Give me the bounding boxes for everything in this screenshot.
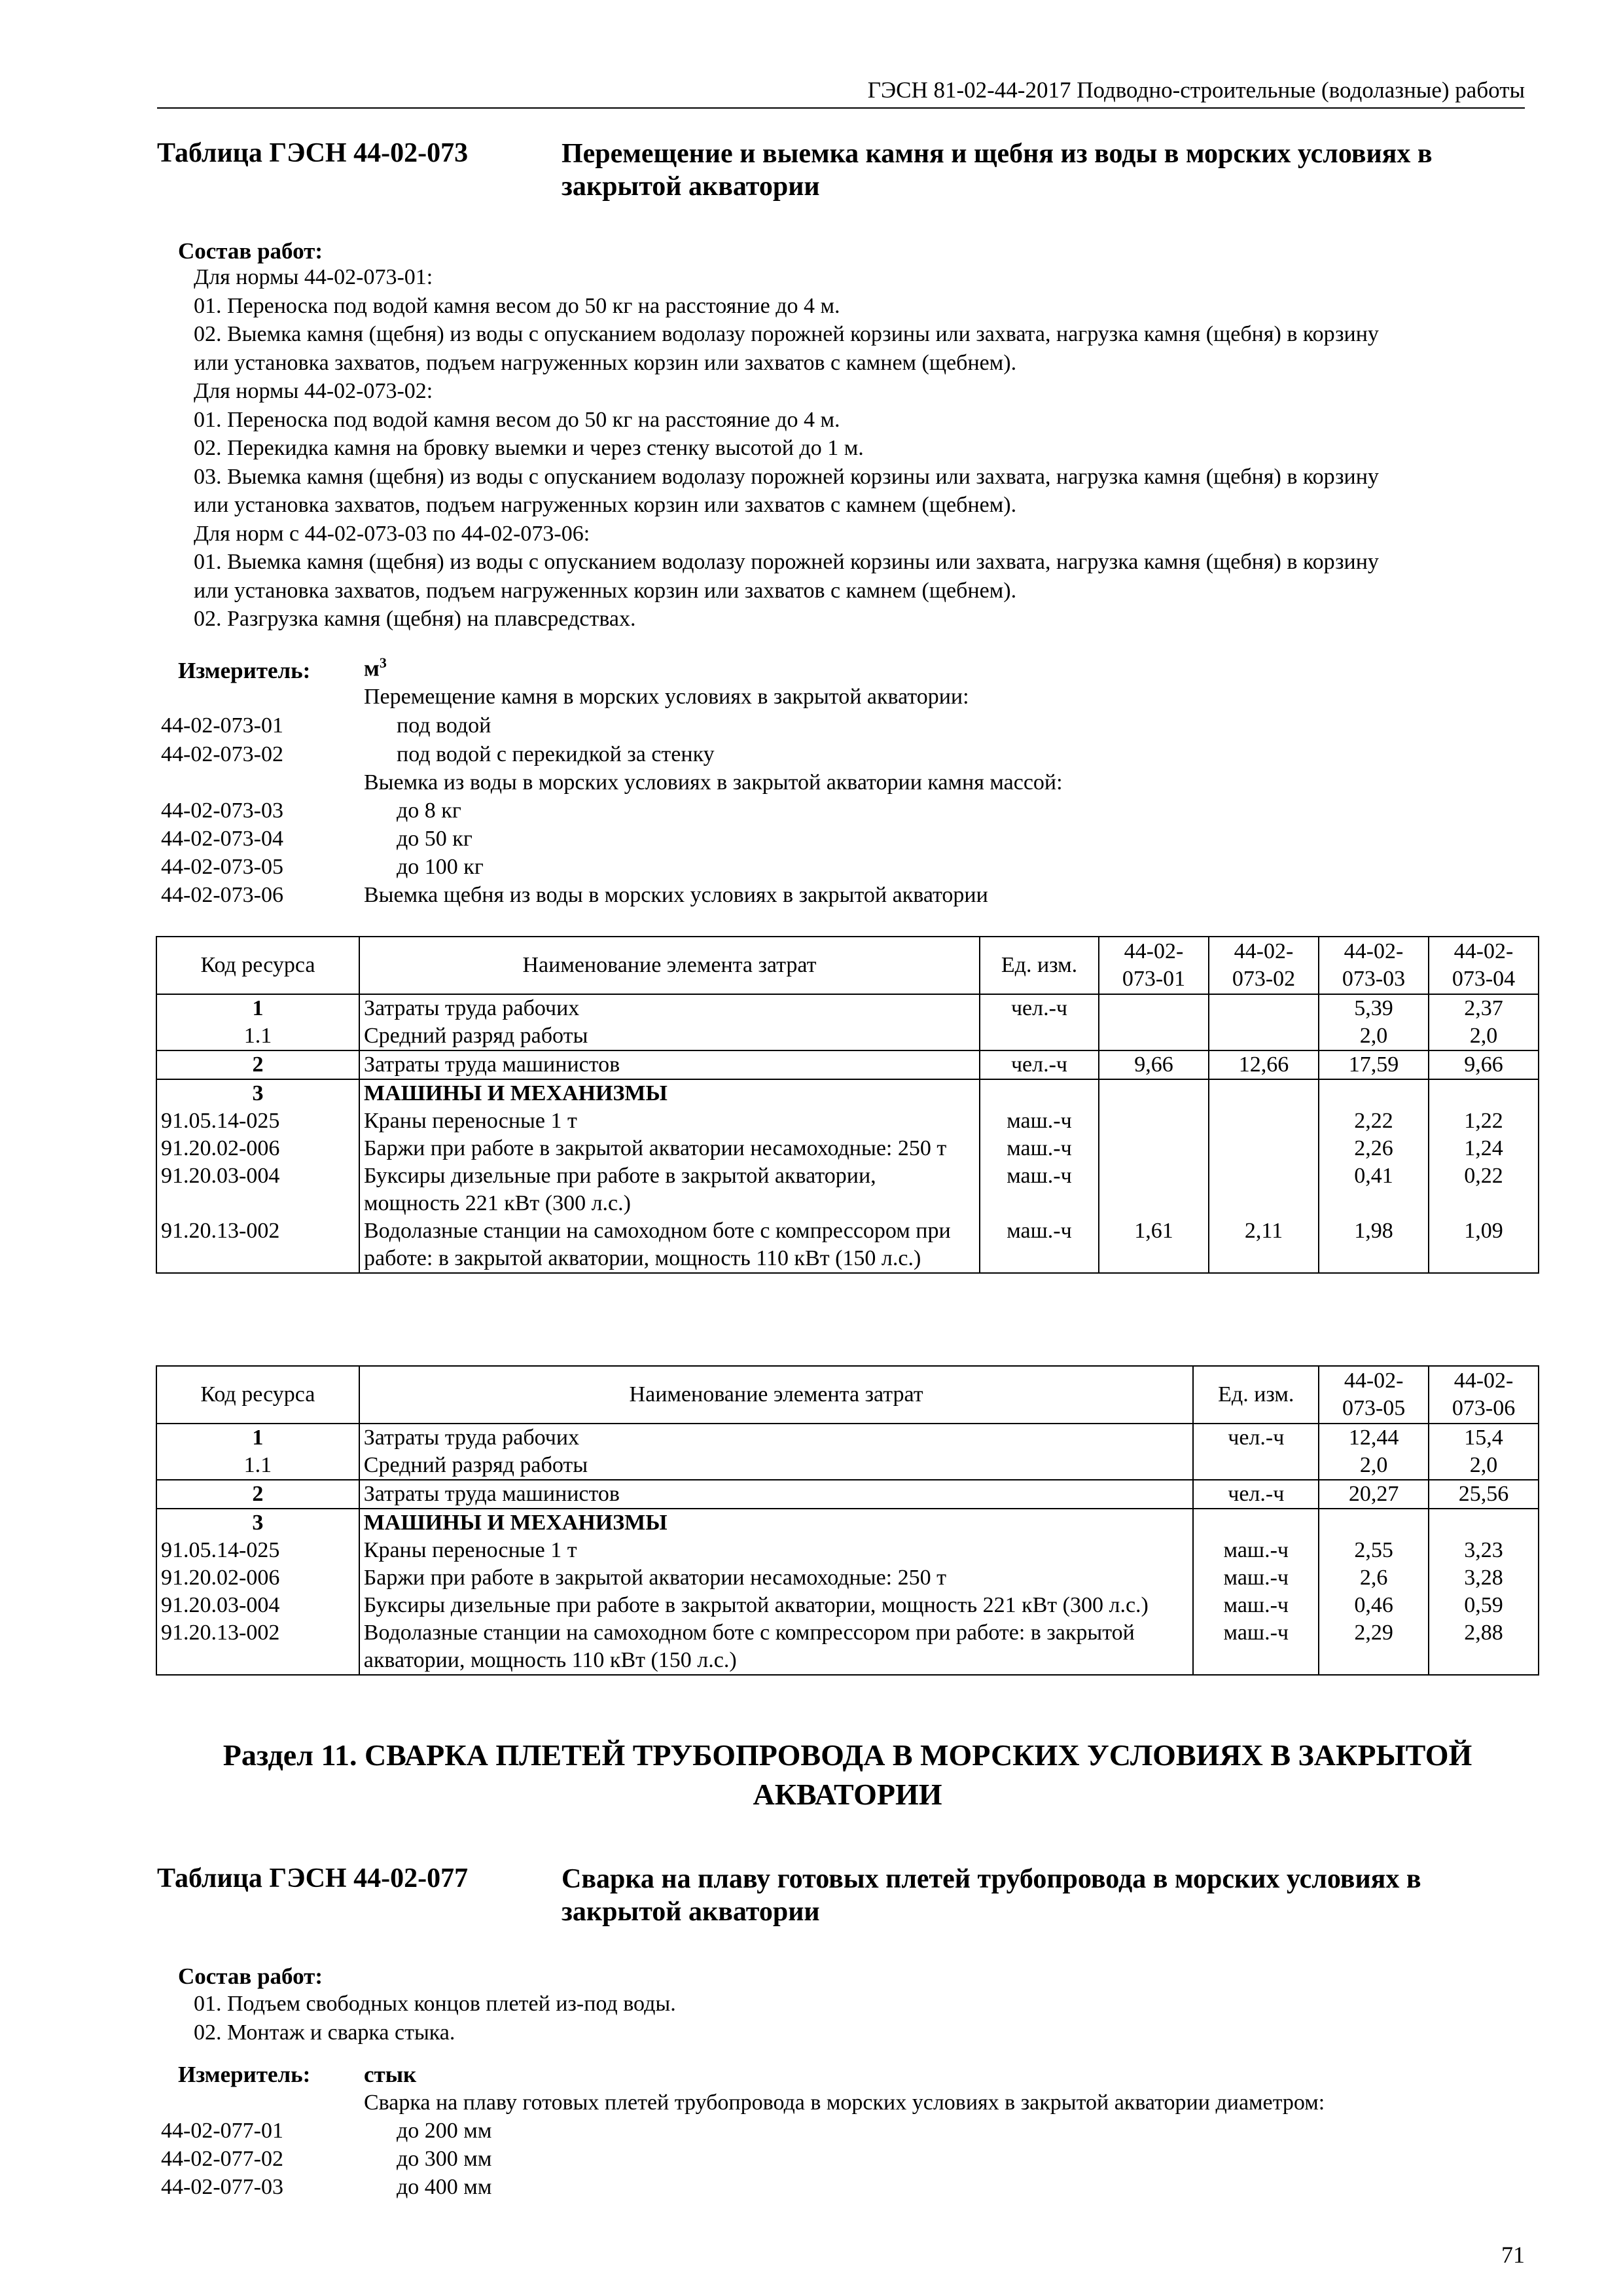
cell-unit xyxy=(1193,1452,1319,1480)
cell-code: 91.20.02-006 xyxy=(156,1564,359,1592)
table-row xyxy=(156,1509,1539,1537)
cell-value: 12,44 xyxy=(1319,1424,1429,1452)
cell-value: 17,59 xyxy=(1319,1050,1429,1079)
col-header-code: Код ресурса xyxy=(156,1366,359,1424)
col-header-norm: 44-02- 073-01 xyxy=(1099,937,1209,994)
cell-code: 3 xyxy=(156,1509,359,1537)
cell-value xyxy=(1099,994,1209,1022)
norm-desc: до 100 кг xyxy=(397,855,484,879)
cell-unit: маш.-ч xyxy=(980,1107,1099,1135)
cell-value xyxy=(1429,1509,1539,1537)
cell-name: Водолазные станции на самоходном боте с компрессором при работе: в закрытой акватории, мощность 110 кВт (150 л.с.) xyxy=(359,1217,980,1273)
composition-heading: Состав работ: xyxy=(178,238,323,264)
resource-table-1 xyxy=(156,936,1539,1274)
cell-code: 91.20.13-002 xyxy=(156,1619,359,1675)
norm-desc: под водой xyxy=(397,713,491,738)
cell-value xyxy=(1209,1079,1319,1107)
norm-code: 44-02-073-01 xyxy=(161,713,283,738)
cell-code: 91.20.03-004 xyxy=(156,1592,359,1619)
cell-unit: чел.-ч xyxy=(980,994,1099,1022)
table-row xyxy=(156,1564,1539,1592)
composition-line: 01. Переноска под водой камня весом до 50 кг на расстояние до 4 м. xyxy=(194,293,840,318)
norm-code: 44-02-077-02 xyxy=(161,2147,283,2171)
cell-value xyxy=(1209,1135,1319,1162)
col-header-norm: 44-02- 073-06 xyxy=(1429,1366,1539,1424)
cell-unit: чел.-ч xyxy=(1193,1480,1319,1509)
cell-value: 2,6 xyxy=(1319,1564,1429,1592)
cell-value: 2,88 xyxy=(1429,1619,1539,1675)
measure-label: Измеритель: xyxy=(178,658,311,683)
norm-desc: до 400 мм xyxy=(397,2175,492,2199)
composition-list xyxy=(194,263,1542,634)
composition-line: Для нормы 44-02-073-02: xyxy=(194,379,433,403)
table-row xyxy=(156,1424,1539,1452)
cell-value: 12,66 xyxy=(1209,1050,1319,1079)
norm-code: 44-02-077-01 xyxy=(161,2119,283,2143)
cell-value: 3,23 xyxy=(1429,1537,1539,1564)
measure-unit: стык xyxy=(364,2062,417,2087)
cell-value xyxy=(1429,1079,1539,1107)
cell-value: 15,4 xyxy=(1429,1424,1539,1452)
cell-value xyxy=(1209,1107,1319,1135)
cell-unit xyxy=(980,1079,1099,1107)
norm-code: 44-02-073-06 xyxy=(161,883,283,907)
cell-value: 2,0 xyxy=(1319,1022,1429,1050)
table-row xyxy=(156,1592,1539,1619)
cell-value: 2,55 xyxy=(1319,1537,1429,1564)
cell-value xyxy=(1099,1107,1209,1135)
cell-value: 2,37 xyxy=(1429,994,1539,1022)
composition-line: 01. Переноска под водой камня весом до 50 кг на расстояние до 4 м. xyxy=(194,407,840,432)
cell-name: Буксиры дизельные при работе в закрытой акватории, мощность 221 кВт (300 л.с.) xyxy=(359,1162,980,1217)
cell-value: 25,56 xyxy=(1429,1480,1539,1509)
running-header: ГЭСН 81-02-44-2017 Подводно-строительные (водолазные) работы xyxy=(867,77,1525,103)
header-rule xyxy=(157,107,1525,109)
norm-code: 44-02-077-03 xyxy=(161,2175,283,2199)
page-number: 71 xyxy=(1501,2242,1525,2268)
cell-name: Затраты труда машинистов xyxy=(359,1050,980,1079)
cell-value xyxy=(1099,1162,1209,1217)
cell-code: 91.05.14-025 xyxy=(156,1107,359,1135)
cell-name: Буксиры дизельные при работе в закрытой акватории, мощность 221 кВт (300 л.с.) xyxy=(359,1592,1194,1619)
table-title: Сварка на плаву готовых плетей трубопровода в морских условиях в закрытой акватории xyxy=(562,1864,1421,1927)
table-row xyxy=(156,1050,1539,1079)
col-header-code: Код ресурса xyxy=(156,937,359,994)
composition-line: 01. Выемка камня (щебня) из воды с опусканием водолазу порожней корзины или захвата, нагрузка камня (щебня) в корзину xyxy=(194,550,1379,574)
col-header-name: Наименование элемента затрат xyxy=(359,1366,1194,1424)
cell-unit xyxy=(1193,1509,1319,1537)
cell-value xyxy=(1209,1162,1319,1217)
cell-unit: маш.-ч xyxy=(1193,1537,1319,1564)
cell-name: Краны переносные 1 т xyxy=(359,1107,980,1135)
table-row xyxy=(156,994,1539,1022)
cell-name: Затраты труда машинистов xyxy=(359,1480,1194,1509)
table-label: Таблица ГЭСН 44-02-077 xyxy=(157,1863,469,1893)
table-row xyxy=(156,1217,1539,1273)
cell-value: 20,27 xyxy=(1319,1480,1429,1509)
norm-group-heading: Перемещение камня в морских условиях в закрытой акватории: xyxy=(364,685,969,709)
cell-value xyxy=(1319,1509,1429,1537)
cell-name: Затраты труда рабочих xyxy=(359,1424,1194,1452)
cell-unit: маш.-ч xyxy=(980,1162,1099,1217)
cell-code: 91.05.14-025 xyxy=(156,1537,359,1564)
cell-value: 2,29 xyxy=(1319,1619,1429,1675)
cell-name: Затраты труда рабочих xyxy=(359,994,980,1022)
col-header-unit: Ед. изм. xyxy=(1193,1366,1319,1424)
cell-value: 2,22 xyxy=(1319,1107,1429,1135)
cell-value: 1,22 xyxy=(1429,1107,1539,1135)
cell-value: 3,28 xyxy=(1429,1564,1539,1592)
cell-value xyxy=(1319,1079,1429,1107)
cell-unit: маш.-ч xyxy=(1193,1592,1319,1619)
cell-name: МАШИНЫ И МЕХАНИЗМЫ xyxy=(359,1079,980,1107)
cell-value: 0,59 xyxy=(1429,1592,1539,1619)
norm-desc: под водой с перекидкой за стенку xyxy=(397,742,715,766)
cell-name: Средний разряд работы xyxy=(359,1452,1194,1480)
norm-desc: до 200 мм xyxy=(397,2119,492,2143)
norm-code: 44-02-073-05 xyxy=(161,855,283,879)
cell-value: 1,09 xyxy=(1429,1217,1539,1273)
norm-code: 44-02-073-03 xyxy=(161,798,283,823)
composition-list xyxy=(194,1990,1542,2047)
cell-code: 91.20.13-002 xyxy=(156,1217,359,1273)
table-row xyxy=(156,1537,1539,1564)
cell-name: Водолазные станции на самоходном боте с компрессором при работе: в закрытой акватории, мощность 110 кВт (150 л.с.) xyxy=(359,1619,1194,1675)
composition-line: 03. Выемка камня (щебня) из воды с опусканием водолазу порожней корзины или захвата, нагрузка камня (щебня) в корзину xyxy=(194,464,1379,489)
col-header-norm: 44-02- 073-05 xyxy=(1319,1366,1429,1424)
cell-value: 1,61 xyxy=(1099,1217,1209,1273)
composition-line: 01. Подъем свободных концов плетей из-под воды. xyxy=(194,1992,676,2016)
composition-line: 02. Монтаж и сварка стыка. xyxy=(194,2020,455,2045)
table-title: Перемещение и выемка камня и щебня из воды в морских условиях в закрытой акватории xyxy=(562,139,1433,202)
norm-desc: до 8 кг xyxy=(397,798,461,823)
cell-value: 1,98 xyxy=(1319,1217,1429,1273)
norm-code: 44-02-073-04 xyxy=(161,827,283,851)
cell-unit: чел.-ч xyxy=(1193,1424,1319,1452)
measure-unit: $м^3$ xyxy=(364,655,387,681)
table-row xyxy=(156,1619,1539,1675)
cell-value: 2,0 xyxy=(1319,1452,1429,1480)
cell-code: 1 xyxy=(156,994,359,1022)
cell-value: 5,39 xyxy=(1319,994,1429,1022)
cell-value xyxy=(1209,994,1319,1022)
col-header-norm: 44-02- 073-03 xyxy=(1319,937,1429,994)
norm-desc: до 50 кг xyxy=(397,827,473,851)
cell-value: 0,41 xyxy=(1319,1162,1429,1217)
cell-value xyxy=(1099,1079,1209,1107)
table-row xyxy=(156,1079,1539,1107)
norm-desc: до 300 мм xyxy=(397,2147,492,2171)
cell-value: 2,26 xyxy=(1319,1135,1429,1162)
cell-value: 1,24 xyxy=(1429,1135,1539,1162)
cell-code: 3 xyxy=(156,1079,359,1107)
table-row xyxy=(156,1135,1539,1162)
cell-value xyxy=(1209,1022,1319,1050)
measure-label: Измеритель: xyxy=(178,2062,311,2087)
cell-unit: маш.-ч xyxy=(1193,1564,1319,1592)
norm-desc: Выемка щебня из воды в морских условиях в закрытой акватории xyxy=(364,883,988,907)
composition-line: 02. Перекидка камня на бровку выемки и через стенку высотой до 1 м. xyxy=(194,436,864,460)
cell-code: 1.1 xyxy=(156,1452,359,1480)
cell-name: Баржи при работе в закрытой акватории несамоходные: 250 т xyxy=(359,1564,1194,1592)
table-row xyxy=(156,1452,1539,1480)
cell-value: 0,46 xyxy=(1319,1592,1429,1619)
cell-code: 1.1 xyxy=(156,1022,359,1050)
norm-code: 44-02-073-02 xyxy=(161,742,283,766)
resource-table-2 xyxy=(156,1365,1539,1676)
cell-name: МАШИНЫ И МЕХАНИЗМЫ xyxy=(359,1509,1194,1537)
cell-value: 9,66 xyxy=(1099,1050,1209,1079)
cell-name: Баржи при работе в закрытой акватории несамоходные: 250 т xyxy=(359,1135,980,1162)
cell-value xyxy=(1099,1135,1209,1162)
cell-unit: маш.-ч xyxy=(980,1135,1099,1162)
composition-line: или установка захватов, подъем нагруженных корзин или захватов с камнем (щебнем). xyxy=(194,493,1017,517)
cell-name: Средний разряд работы xyxy=(359,1022,980,1050)
composition-line: 02. Выемка камня (щебня) из воды с опусканием водолазу порожней корзины или захвата, нагрузка камня (щебня) в корзину xyxy=(194,322,1379,346)
composition-line: или установка захватов, подъем нагруженных корзин или захватов с камнем (щебнем). xyxy=(194,350,1017,375)
cell-code: 91.20.02-006 xyxy=(156,1135,359,1162)
cell-value: 9,66 xyxy=(1429,1050,1539,1079)
cell-code: 91.20.03-004 xyxy=(156,1162,359,1217)
table-row xyxy=(156,1162,1539,1217)
col-header-norm: 44-02- 073-04 xyxy=(1429,937,1539,994)
cell-unit: маш.-ч xyxy=(980,1217,1099,1273)
cell-code: 2 xyxy=(156,1050,359,1079)
cell-code: 2 xyxy=(156,1480,359,1509)
cell-value: 2,11 xyxy=(1209,1217,1319,1273)
cell-value: 2,0 xyxy=(1429,1022,1539,1050)
table-row xyxy=(156,1022,1539,1050)
norm-group-heading: Сварка на плаву готовых плетей трубопровода в морских условиях в закрытой акватории диаметром: xyxy=(364,2090,1325,2115)
col-header-norm: 44-02- 073-02 xyxy=(1209,937,1319,994)
cell-code: 1 xyxy=(156,1424,359,1452)
cell-value xyxy=(1099,1022,1209,1050)
cell-unit: маш.-ч xyxy=(1193,1619,1319,1675)
col-header-unit: Ед. изм. xyxy=(980,937,1099,994)
cell-unit: чел.-ч xyxy=(980,1050,1099,1079)
table-row xyxy=(156,1107,1539,1135)
cell-value: 0,22 xyxy=(1429,1162,1539,1217)
composition-line: Для нормы 44-02-073-01: xyxy=(194,265,433,289)
cell-unit xyxy=(980,1022,1099,1050)
cell-value: 2,0 xyxy=(1429,1452,1539,1480)
col-header-name: Наименование элемента затрат xyxy=(359,937,980,994)
composition-heading: Состав работ: xyxy=(178,1964,323,1989)
section-title: Раздел 11. СВАРКА ПЛЕТЕЙ ТРУБОПРОВОДА В МОРСКИХ УСЛОВИЯХ В ЗАКРЫТОЙ АКВАТОРИИ xyxy=(223,1738,1472,1811)
norm-group-heading: Выемка из воды в морских условиях в закрытой акватории камня массой: xyxy=(364,770,1063,795)
composition-line: 02. Разгрузка камня (щебня) на плавсредствах. xyxy=(194,607,636,631)
composition-line: Для норм с 44-02-073-03 по 44-02-073-06: xyxy=(194,521,590,546)
composition-line: или установка захватов, подъем нагруженных корзин или захватов с камнем (щебнем). xyxy=(194,578,1017,603)
table-label: Таблица ГЭСН 44-02-073 xyxy=(157,138,469,168)
table-row xyxy=(156,1480,1539,1509)
cell-name: Краны переносные 1 т xyxy=(359,1537,1194,1564)
